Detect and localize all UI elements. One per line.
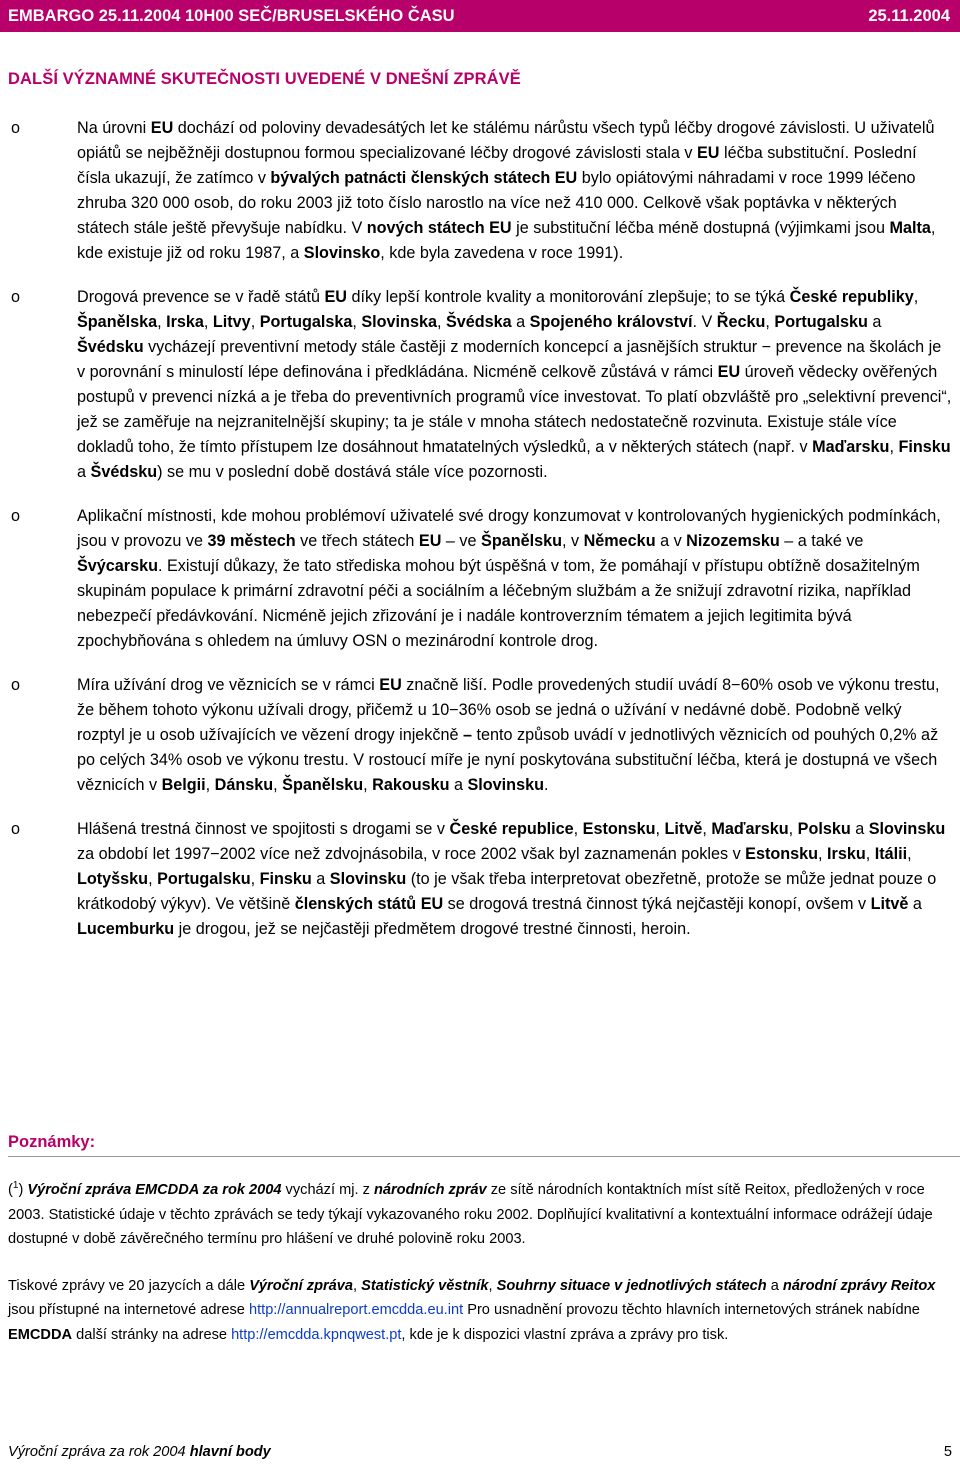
- emphasis: –: [463, 726, 473, 744]
- text-run: ,: [865, 845, 875, 863]
- emphasis: Maďarsku: [711, 820, 789, 838]
- emphasis: Dánsku: [214, 776, 274, 794]
- emphasis: Švédsku: [77, 338, 144, 356]
- list-item: [8, 504, 952, 654]
- list-item: [8, 116, 952, 266]
- text-run: a: [77, 463, 91, 481]
- emphasis: Souhrny situace v jednotlivých státech: [496, 1277, 767, 1294]
- text-run: a: [867, 313, 882, 331]
- bullet-icon: o: [11, 119, 21, 137]
- bullet-icon: o: [11, 288, 21, 306]
- emphasis: EU: [324, 288, 347, 306]
- text-run: .: [543, 776, 549, 794]
- text-run: Hlášená trestná činnost ve spojitosti s drogami se v: [77, 820, 450, 838]
- text-run: a: [850, 820, 869, 838]
- emphasis: EU: [418, 532, 442, 550]
- text-run: ve třech státech: [295, 532, 419, 550]
- emphasis: EU: [697, 144, 720, 162]
- footer-title: [8, 1444, 271, 1460]
- text-run: ,: [889, 438, 899, 456]
- text-run: je drogou, jež se nejčastěji předmětem drogové trestné činnosti, heroin.: [174, 920, 691, 938]
- text-run: tento způsob uvádí v jednotlivých věznicích od pouhých 0,2% až po celých 34% osob ve výkonu trestu. V rostoucí míře je nyní poskytována substituční léčba, která je dostupná ve všech věznicích v: [77, 726, 939, 794]
- text-run: je substituční léčba méně dostupná (výjimkami jsou: [511, 219, 890, 237]
- emphasis: Statistický věstník: [361, 1277, 489, 1294]
- emphasis: Slovinska: [361, 313, 437, 331]
- emphasis: Rakousku: [372, 776, 450, 794]
- text-run: ,: [488, 1277, 497, 1294]
- text-run: , v: [562, 532, 584, 550]
- text-run: . Existují důkazy, že tato střediska mohou být úspěšná v tom, že pomáhají v přístupu obtížně dosažitelným skupinám populace k primární zdravotní péči a sociálním a léčebným službám a že snižují zdravotní rizika, například nebezpečí předávkování. Nicméně jejich zřizování je i nadále kontroverzním tématem a jejich legitimita bývá zpochybňována s ohledem na úmluvy OSN o mezinárodní kontrole drog.: [77, 557, 920, 650]
- text-run: bylo opiátovými náhradami v roce 1999 léčeno zhruba 320 000 osob, do roku 2003 již toto číslo narostlo na více než 410 000. Celkově však poptávka v některých státech stále ještě převyšuje nabídku. V: [77, 169, 916, 237]
- emphasis: Belgii: [161, 776, 206, 794]
- emphasis: České republiky: [789, 288, 914, 306]
- text-run: – ve: [441, 532, 482, 550]
- emphasis: EMCDDA: [8, 1326, 73, 1343]
- list-item-text: [77, 285, 952, 485]
- text-run: vycházejí preventivní metody stále častěji z moderních koncepcí a jasnějších struktur − prevence na školách je v porovnání s minulostí lépe definována i předkládána. Nicméně celkově zůstává v rámci: [77, 338, 942, 381]
- emphasis: Slovinsko: [303, 244, 381, 262]
- text-run: díky lepší kontrole kvality a monitorování zlepšuje; to se týká: [346, 288, 790, 306]
- list-item: [8, 673, 952, 798]
- text-run: Aplikační místnosti, kde mohou problémoví uživatelé své drogy konzumovat v kontrolovaných hygienických podmínkách, jsou v provozu ve: [77, 507, 941, 550]
- bullet-list: [8, 116, 952, 961]
- text-run: . V: [692, 313, 717, 331]
- text-run: a: [511, 313, 530, 331]
- text-run: Tiskové zprávy ve 20 jazycích a dále: [8, 1277, 250, 1294]
- bullet-icon: o: [11, 507, 21, 525]
- text-run: ,: [148, 870, 158, 888]
- emphasis: národních zpráv: [373, 1182, 487, 1198]
- text-run: (to je však třeba interpretovat obezřetně, protože se může jednat pouze o krátkodobý výkyv). Ve většině: [77, 870, 937, 913]
- notes-divider: [8, 1156, 960, 1157]
- section-title: DALŠÍ VÝZNAMNÉ SKUTEČNOSTI UVEDENÉ V DNEŠNÍ ZPRÁVĚ: [8, 70, 521, 88]
- emphasis: Portugalsku: [157, 870, 251, 888]
- emphasis: 39 městech: [207, 532, 296, 550]
- emphasis: Lucemburku: [77, 920, 175, 938]
- bullet-icon: o: [11, 820, 21, 838]
- emphasis: Španělsku: [481, 532, 562, 550]
- text-run: , kde existuje již od roku 1987, a: [77, 219, 936, 262]
- emphasis: Estonsku: [745, 845, 819, 863]
- emphasis: Finsku: [898, 438, 951, 456]
- note-paragraph: [8, 1274, 952, 1348]
- list-item: [8, 817, 952, 942]
- note-paragraph: [8, 1178, 952, 1252]
- text-run: Drogová prevence se v řadě států: [77, 288, 325, 306]
- emphasis: Portugalsku: [774, 313, 868, 331]
- text-run: ,: [205, 776, 215, 794]
- emphasis: EU: [150, 119, 174, 137]
- emphasis: Nizozemsku: [686, 532, 780, 550]
- text-run: a: [908, 895, 922, 913]
- text-run: – a také ve: [779, 532, 864, 550]
- bullet-icon: o: [11, 676, 21, 694]
- text-run: a: [449, 776, 468, 794]
- list-item-text: [77, 673, 952, 798]
- text-run: ) se mu v poslední době dostává stále více pozornosti.: [157, 463, 548, 481]
- text-run: ,: [250, 313, 260, 331]
- text-run: ): [18, 1182, 28, 1198]
- text-run: ,: [573, 820, 583, 838]
- text-run: ze sítě národních kontaktních míst sítě Reitox, předložených v roce 2003. Statistické údaje v těchto zprávách se tedy týkají vykazovaného roku 2002. Doplňující kvalitativní a kontextuální informace odrážejí údaje dostupné v době závěrečného termínu pro hlášení ve druhé polovině roku 2003.: [8, 1182, 933, 1247]
- text-run: ,: [273, 776, 283, 794]
- text-run: ,: [907, 845, 912, 863]
- emphasis: Lotyšsku: [77, 870, 149, 888]
- emphasis: EU: [379, 676, 402, 694]
- emphasis: Portugalska: [259, 313, 353, 331]
- emphasis: Litvě: [870, 895, 909, 913]
- emphasis: Finsku: [259, 870, 312, 888]
- text-run: ,: [702, 820, 712, 838]
- emphasis: Slovinsku: [467, 776, 544, 794]
- text-run: léčba substituční. Poslední čísla ukazují, že zatímco v: [77, 144, 917, 187]
- emphasis: Španělska: [77, 313, 158, 331]
- text-run: ,: [352, 313, 362, 331]
- text-run: ,: [913, 288, 919, 306]
- emphasis: bývalých patnácti členských státech EU: [270, 169, 578, 187]
- emphasis: Řecku: [716, 313, 766, 331]
- emphasis: Itálii: [874, 845, 908, 863]
- text-run: (: [8, 1182, 13, 1198]
- emphasis: České republice: [449, 820, 574, 838]
- text-run: ,: [157, 313, 167, 331]
- text-run: ,: [765, 313, 775, 331]
- text-run: ,: [788, 820, 798, 838]
- text-run: se drogová trestná činnost týká nejčastěji konopí, ovšem v: [443, 895, 871, 913]
- page-number: 5: [943, 1444, 952, 1460]
- text-run: Pro usnadnění provozu těchto hlavních internetových stránek nabídne: [463, 1302, 920, 1318]
- emphasis: Výroční zpráva EMCDDA za rok 2004: [27, 1182, 282, 1198]
- emphasis: Švýcarsku: [77, 557, 159, 575]
- emphasis: Maďarsku: [812, 438, 890, 456]
- text-run: , kde je k dispozici vlastní zpráva a zprávy pro tisk.: [401, 1326, 729, 1343]
- emphasis: Litvy: [212, 313, 251, 331]
- text-run: značně liší. Podle provedených studií uvádí 8−60% osob ve výkonu trestu, že během tohoto výkonu užívali drogy, přičemž u 10−36% osob se jedná o užívání v nedávné době. Podobně velký rozptyl je u osob užívajících ve vězení drogy injekčně: [77, 676, 940, 744]
- emphasis: Litvě: [664, 820, 703, 838]
- emphasis: národní zprávy Reitox: [782, 1277, 936, 1294]
- emphasis: Irsku: [827, 845, 866, 863]
- emphasis: Slovinsku: [329, 870, 407, 888]
- text-run: Míra užívání drog ve věznicích se v rámci: [77, 676, 380, 694]
- notes-title: Poznámky:: [8, 1133, 96, 1151]
- footnote-ref: 1: [12, 1180, 19, 1192]
- footer-title-bold: hlavní body: [189, 1444, 271, 1460]
- text-run: vychází mj. z: [281, 1182, 374, 1198]
- emphasis: Výroční zpráva: [249, 1277, 354, 1294]
- list-item-text: [77, 817, 952, 942]
- text-run: a v: [655, 532, 687, 550]
- text-run: úroveň vědecky ověřených postupů v prevenci nízká a je třeba do preventivních programů více investovat. To platí obzvláště pro „selektivní prevenci“, jež se zaměřuje na nejzranitelnější skupiny; ta je stále v mnoha státech nedostatečně rozvinuta. Existuje stále více dokladů toho, že tímto přístupem lze dosáhnout hmatatelných výsledků, a v některých státech (např. v: [77, 363, 952, 456]
- emphasis: Polsku: [797, 820, 851, 838]
- notes-block: [8, 1178, 952, 1369]
- emphasis: členských států EU: [294, 895, 444, 913]
- text-run: jsou přístupné na internetové adrese: [8, 1302, 249, 1318]
- text-run: ,: [203, 313, 213, 331]
- text-run: a: [766, 1277, 783, 1294]
- emphasis: Španělsku: [282, 776, 364, 794]
- footer-title-text: Výroční zpráva za rok 2004: [8, 1444, 190, 1460]
- list-item-text: [77, 116, 952, 266]
- embargo-label: EMBARGO 25.11.2004 10H00 SEČ/BRUSELSKÉHO ČASU: [8, 7, 455, 25]
- emphasis: Irska: [166, 313, 204, 331]
- emphasis: Spojeného království: [529, 313, 693, 331]
- emphasis: Švédsku: [90, 463, 158, 481]
- text-run: za období let 1997−2002 více než zdvojnásobila, v roce 2002 však byl zaznamenán pokles v: [77, 845, 746, 863]
- text-run: ,: [250, 870, 260, 888]
- list-item-text: [77, 504, 952, 654]
- emphasis: Slovinsku: [868, 820, 946, 838]
- text-run: ,: [363, 776, 373, 794]
- text-run: a: [311, 870, 330, 888]
- text-run: ,: [436, 313, 446, 331]
- text-run: dochází od poloviny devadesátých let ke stálému nárůstu všech typů léčby drogové závislosti. U uživatelů opiátů se nejběžněji dostupnou formou specializované léčby drogové závislosti stala v: [77, 119, 935, 162]
- emphasis: Estonsku: [582, 820, 656, 838]
- text-run: ,: [353, 1277, 362, 1294]
- emphasis: nových státech EU: [366, 219, 512, 237]
- emphasis: EU: [717, 363, 741, 381]
- link[interactable]: http://annualreport.emcdda.eu.int: [248, 1302, 464, 1318]
- embargo-header-bar: [0, 0, 960, 32]
- emphasis: Malta: [889, 219, 931, 237]
- text-run: ,: [818, 845, 828, 863]
- text-run: , kde byla zavedena v roce 1991).: [380, 244, 624, 262]
- text-run: další stránky na adrese: [72, 1326, 232, 1343]
- header-date: 25.11.2004: [868, 7, 950, 25]
- emphasis: Německu: [583, 532, 656, 550]
- list-item: [8, 285, 952, 485]
- text-run: ,: [655, 820, 665, 838]
- text-run: Na úrovni: [77, 119, 151, 137]
- emphasis: Švédska: [445, 313, 512, 331]
- link[interactable]: http://emcdda.kpnqwest.pt: [231, 1326, 402, 1343]
